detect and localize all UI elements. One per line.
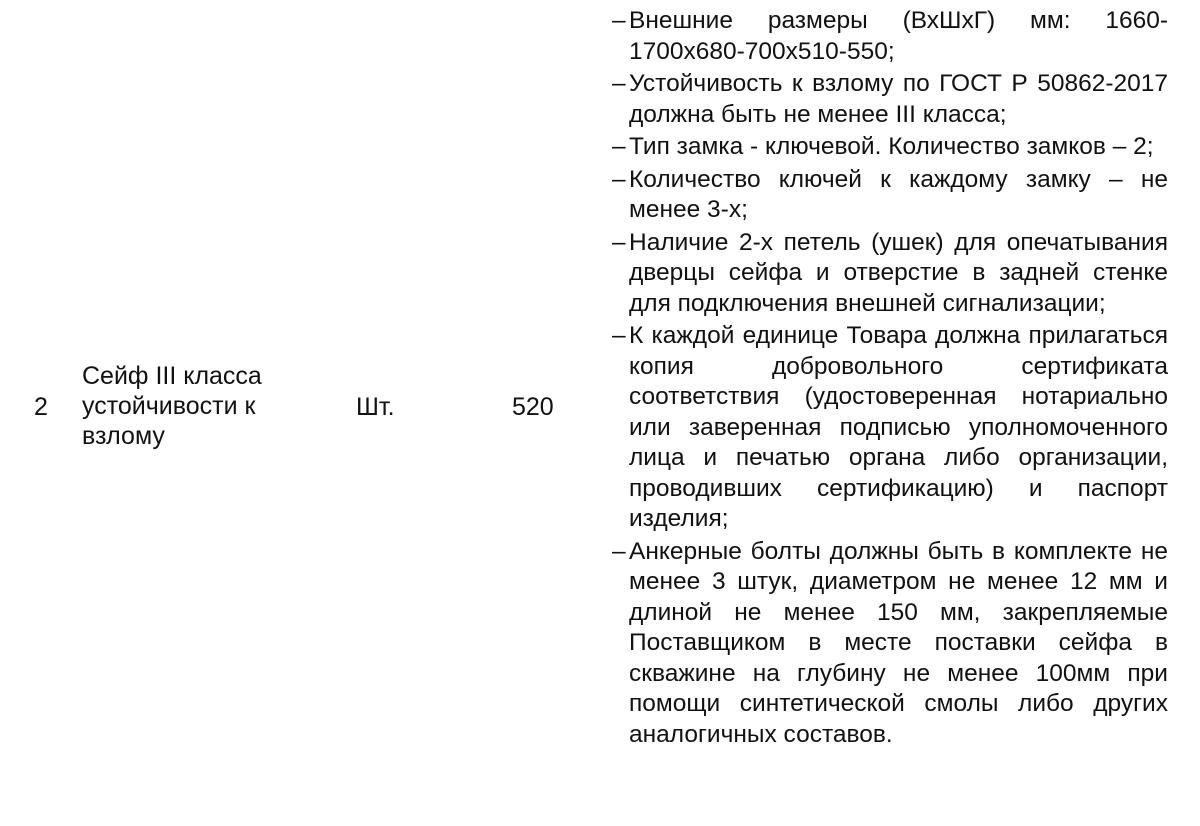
spec-item-anchor-bolts bbox=[612, 537, 1168, 751]
item-name-line: взлому bbox=[82, 422, 165, 450]
spec-item-text: Наличие 2-х петель (ушек) для опечатывания дверцы сейфа и отверстие в задней стенке для подключения внешней сигнализации; bbox=[629, 228, 1168, 317]
item-name bbox=[82, 361, 312, 451]
item-name-line: Сейф III класса bbox=[82, 362, 262, 390]
spec-item-text: Внешние размеры (ВхШхГ) мм: 1660-1700х680-700х510-550; bbox=[629, 7, 1168, 65]
spec-item-certificate bbox=[612, 321, 1168, 535]
spec-item-lock-type bbox=[612, 132, 1168, 163]
spec-item-dimensions bbox=[612, 6, 1168, 67]
spec-item-text: Количество ключей к каждому замку – не менее 3-х; bbox=[629, 165, 1168, 223]
row-number: 2 bbox=[34, 393, 48, 421]
list-dash: – bbox=[612, 133, 626, 160]
spec-item-text: Устойчивость к взлому по ГОСТ Р 50862-2017 должна быть не менее III класса; bbox=[629, 70, 1168, 128]
quantity: 520 bbox=[512, 393, 554, 421]
specification-list bbox=[612, 6, 1168, 752]
spec-item-text: К каждой единице Товара должна прилагаться копия добровольного сертификата соответствия (удостоверенная нотариально или заверенная подписью уполномоченного лица и печатью органа либо организации, проводивших сертификацию) и паспорт изделия; bbox=[629, 322, 1168, 532]
unit-of-measure: Шт. bbox=[356, 393, 395, 421]
spec-item-text: Анкерные болты должны быть в комплекте не менее 3 штук, диаметром не менее 12 мм и длиной не менее 150 мм, закрепляемые Поставщиком в месте поставки сейфа в скважине на глубину не менее 100мм при помощи синтетической смолы либо других аналогичных составов. bbox=[629, 537, 1168, 748]
list-dash: – bbox=[612, 70, 626, 97]
list-dash: – bbox=[612, 228, 626, 256]
spec-item-keys bbox=[612, 165, 1168, 226]
spec-item-burglary-resistance bbox=[612, 69, 1168, 130]
list-dash: – bbox=[612, 7, 626, 34]
item-name-line: устойчивости к bbox=[82, 392, 256, 420]
list-dash: – bbox=[612, 165, 626, 193]
spec-item-text: Тип замка - ключевой. Количество замков – 2; bbox=[629, 133, 1154, 160]
spec-item-sealing-loops bbox=[612, 228, 1168, 320]
list-dash: – bbox=[612, 322, 626, 349]
list-dash: – bbox=[612, 537, 626, 565]
